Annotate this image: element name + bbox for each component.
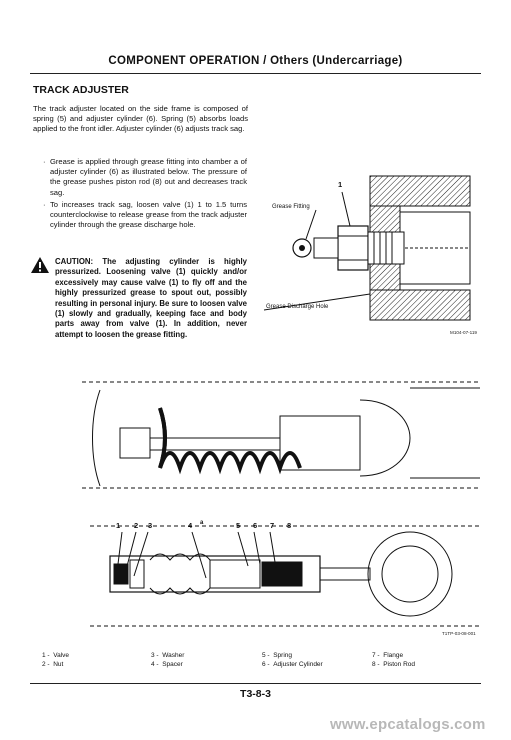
bullet-item-grease (33, 157, 248, 199)
grease-fitting-label: Grease Fitting (272, 204, 310, 210)
callout-1: 1 (338, 180, 343, 189)
legend-item (372, 661, 415, 668)
page-number: T3-8-3 (240, 688, 271, 700)
figure-id: M104-07-119 (450, 330, 477, 335)
callout-5: 5 (236, 521, 241, 530)
section-title: TRACK ADJUSTER (33, 84, 129, 96)
legend-label: Flange (383, 652, 404, 659)
watermark-text: www.epcatalogs.com (330, 716, 486, 733)
callout-6: 6 (253, 521, 258, 530)
legend-label: Washer (162, 652, 185, 659)
callout-2: 2 (134, 521, 139, 530)
legend-num: 7 - (372, 652, 380, 659)
legend-label: Nut (53, 661, 64, 668)
footer-rule (30, 683, 481, 684)
legend-label: Piston Rod (383, 661, 416, 668)
warning-icon (30, 256, 50, 274)
legend-label: Adjuster Cylinder (273, 661, 323, 668)
legend-num: 4 - (151, 661, 159, 668)
legend-num: 2 - (42, 661, 50, 668)
legend-label: Valve (53, 652, 69, 659)
legend-item (151, 661, 183, 668)
track-adjuster-drawing (30, 378, 484, 642)
callout-1: 1 (116, 521, 121, 530)
legend-item (151, 652, 184, 659)
legend-label: Spacer (162, 661, 183, 668)
figure-id: T1TP-03-08-001 (442, 631, 476, 636)
legend-num: 3 - (151, 652, 159, 659)
legend-item (372, 652, 403, 659)
header-rule (30, 73, 481, 74)
callout-a: a (200, 520, 204, 526)
callout-4: 4 (188, 521, 193, 530)
grease-fitting-drawing (262, 172, 482, 342)
legend-num: 1 - (42, 652, 50, 659)
callout-8: 8 (287, 521, 292, 530)
bullet-text: To increases track sag, loosen valve (1) 1 to 1.5 turns counterclockwise to release grease from the track adjuster cylinder through the grease discharge hole. (50, 200, 247, 230)
bullet-marker: · (43, 200, 46, 209)
bullet-item-sag (33, 200, 248, 242)
legend-num: 5 - (262, 652, 270, 659)
legend-item (262, 661, 323, 668)
legend-num: 8 - (372, 661, 380, 668)
caution-text: CAUTION: The adjusting cylinder is highly pressurized. Loosening valve (1) quickly and/or excessively may cause valve (1) to fly off and the highly pressurized grease to spout out, possibly resulting in personal injury. Be sure to loosen valve (1) slowly and gradually, keeping face and body parts away from valve (1). In addition, never attempt to loosen the grease fitting. (55, 257, 247, 339)
grease-fitting-figure (262, 172, 482, 342)
legend-item (42, 652, 69, 659)
legend-label: Spring (273, 652, 293, 659)
grease-discharge-hole-label: Grease Discharge Hole (266, 304, 329, 310)
bullet-text: Grease is applied through grease fitting into chamber a of adjuster cylinder (6) as illustrated below. The pressure of the grease pushes piston rod (8) out and decreases track sag. (50, 157, 247, 197)
callout-7: 7 (270, 521, 275, 530)
bullet-marker: · (43, 157, 46, 166)
track-adjuster-figure (30, 378, 484, 642)
legend-item (262, 652, 292, 659)
intro-paragraph: The track adjuster located on the side frame is composed of spring (5) and adjuster cylinder (6). Spring (5) absorbs loads applied to the front idler. Adjuster cylinder (6) adjusts track sag. (33, 104, 248, 134)
callout-3: 3 (148, 521, 153, 530)
legend-item (42, 661, 63, 668)
legend-num: 6 - (262, 661, 270, 668)
page-header-title: COMPONENT OPERATION / Others (Undercarriage) (108, 55, 403, 67)
